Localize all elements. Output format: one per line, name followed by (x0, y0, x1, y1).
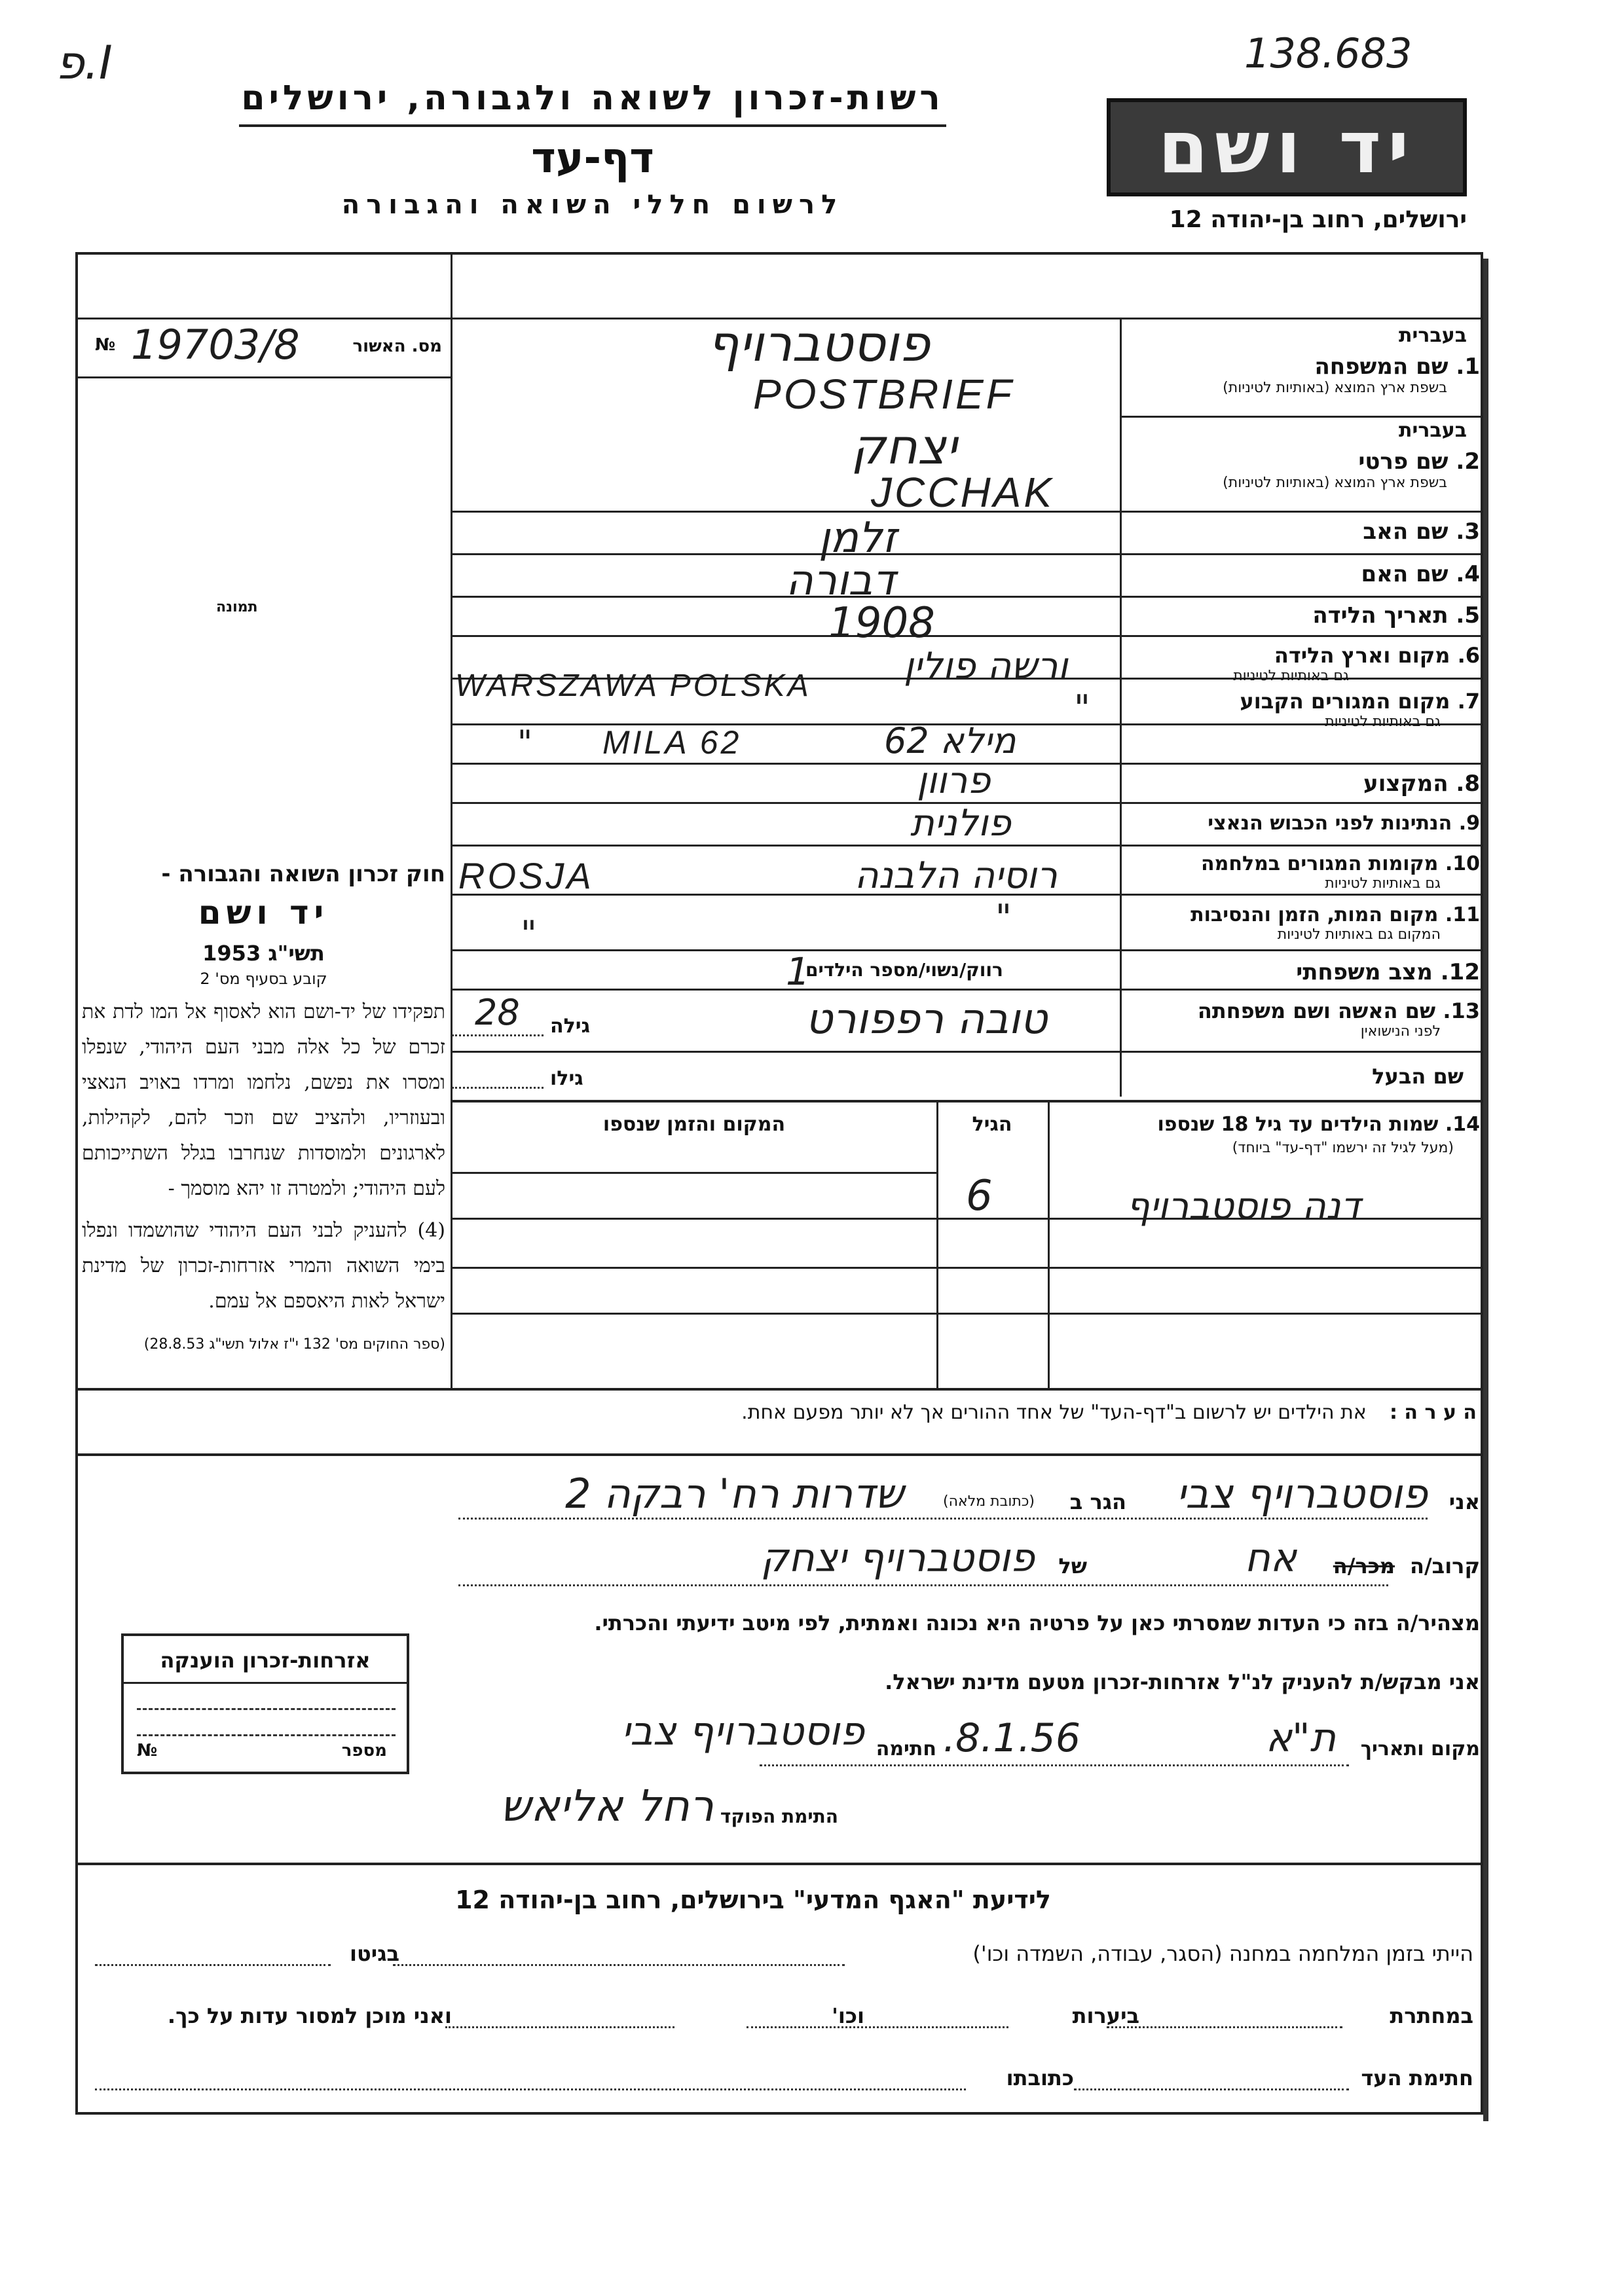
law-title-yad-vashem: יד ושם (198, 894, 329, 932)
marital-status-options: רווק/נשוי/מספר הילדים (805, 959, 1003, 981)
declaration-statement: מצהיר/ה בזה כי העדות שמסרתי כאן על פרטיה היא נכונה ואמתית, לפי מיטב ידיעתי והכרתי. (594, 1611, 1480, 1635)
form-frame-shadow (1483, 259, 1488, 2121)
declaration-line-2: קרוב/ה מכר/ה אח של פוסטברויף יצחק (760, 1535, 1480, 1581)
child-age: 6 (966, 1172, 993, 1220)
official-signature-row: התימת הפוקד רחל אליאש (500, 1781, 838, 1831)
law-text-1: תפקידו של יד-ושם הוא לאסוף אל המו לדת את זכרם של כל אלה מבני העם היהודי, שנפלו ומסרו את נפשם, נלחמו ומרדו באויב הנאצי ובעוזריו, ולהציב שם וזכר להם, לקהילות, לארגונים ולמוסדות שנחרבו בגלל השתייכותם לעם היהודי; ולמטרה זו יהא מוסמך - (82, 1000, 445, 1200)
relation: אח (1244, 1535, 1297, 1581)
official-signature: רחל אליאש (500, 1781, 714, 1831)
field-6-value-latin: WARSZAWA POLSKA (455, 668, 811, 703)
field-7-value-latin: MILA 62 (602, 724, 742, 761)
field-11-ditto: " (995, 897, 1012, 938)
declarant-signature: פוסטברויף צבי (621, 1709, 864, 1755)
field-2-value-hebrew: יצחק (851, 419, 957, 475)
husband-name-label: שם הבעל (1372, 1064, 1464, 1089)
children-section-header: 14. שמות הילדים עד גיל 18 שנספו (מעל לגיל זה ירשמו "דף-עד" ביוחד) (1157, 1113, 1480, 1156)
law-clause: קובע בסעיף מס' 2 (200, 970, 327, 988)
bottom-title: לידיעת "האגף המדעי" בירושלים, רחוב בן-יהודה 12 (455, 1886, 1051, 1914)
law-title: חוק זכרון השואה והגבורה - (161, 861, 445, 887)
field-5-label: 5. תאריך הלידה (1312, 602, 1480, 629)
wife-name: טובה רפפורט (805, 995, 1048, 1044)
declarant-address: שדרות רח' רבקה 2 (565, 1470, 904, 1518)
field-6-value-hebrew: ורשה פולין (904, 645, 1068, 687)
field-1-value-latin: POSTBRIEF (753, 371, 1014, 418)
header-address: ירושלים, רחוב בן-יהודה 12 (1169, 206, 1467, 233)
header-rule (239, 124, 946, 127)
field-7-value-hebrew: מילא 62 (884, 720, 1016, 761)
field-3-value: זלמן (819, 514, 897, 562)
law-section (82, 861, 445, 1353)
note-label: ה ע ר ה : (1389, 1401, 1477, 1424)
children-place-header: המקום והזמן שנספו (602, 1113, 786, 1136)
field-5-value: 1908 (828, 599, 935, 647)
note-text: את הילדים יש לרשום ב"דף-העד" של אחד ההורים אך לא יותר מפעם אחת. (741, 1401, 1367, 1424)
field-10-label: 10. מקומות המגורים במלחמה גם באותיות לטיניות (1201, 852, 1480, 892)
date: 8.1.56. (943, 1715, 1080, 1761)
organization-name: רשות-זכרון לשואה ולגבורה, ירושלים (241, 79, 944, 118)
approval-label: מס. האשור (352, 337, 442, 356)
field-9-label: 9. הנתינות לפני הכבוש הנאצי (1208, 812, 1480, 835)
law-source: (ספר החוקים מס' 132 י"ז אלול תשי"ג 28.8.53) (143, 1336, 445, 1353)
field-13-label: 13. שם האשה ושם משפחתה לפני הנישואין (1197, 998, 1480, 1040)
wife-age: 28 (475, 992, 520, 1033)
field-8-label: 8. המקצוע (1363, 771, 1480, 797)
children-count: 1 (786, 949, 810, 994)
field-2-label: בעברית 2. שם פרטי בשפת ארץ המוצא (באותיות לטיניות) (1223, 419, 1480, 491)
field-12-label: 12. מצב משפחתי (1296, 959, 1480, 985)
bottom-line-3: חתימת העד כתובתו (1006, 2066, 1473, 2090)
citizenship-granted-box: אזרחות-זכרון הוענקה מספר № (121, 1633, 409, 1774)
husband-age-label: גילו (550, 1067, 583, 1090)
child-name: דנה פוסטברויף (1126, 1185, 1361, 1228)
approval-number-cell (92, 321, 445, 369)
declarant-name: פוסטברויף צבי (1176, 1470, 1428, 1518)
field-1-label: בעברית 1. שם המשפחה בשפת ארץ המוצא (באותיות לטיניות) (1223, 324, 1480, 396)
children-age-header: הגיל (972, 1113, 1012, 1136)
field-10-value-latin: ROSJA (458, 855, 594, 896)
corner-mark: פ.I (56, 36, 113, 90)
field-3-label: 3. שם האב (1363, 519, 1480, 545)
page-title: דף-עד (531, 134, 654, 183)
declaration-request: אני מבקש/ת להעניק לנ"ל אזרחות-זכרון מטעם מדינת ישראל. (885, 1669, 1480, 1694)
place-date-row: מקום ותאריך ת"א 8.1.56. חתימה פוסטברויף צבי (621, 1709, 1480, 1761)
yad-vashem-logo (1107, 98, 1467, 196)
photo-label: תמונה (216, 599, 258, 615)
bottom-line-2: במחתרת ביערות וכו' ואני מוכן למסור עדות על כך. (167, 2003, 1473, 2028)
field-11-ditto-latin: " (521, 913, 537, 955)
field-4-label: 4. שם האם (1361, 561, 1480, 587)
field-9-value: פולנית (910, 802, 1011, 845)
field-7-label: 7. מקום המגורים הקבוע גם באותיות לטיניות (1240, 689, 1480, 730)
field-11-label: 11. מקום המות, הזמן והנסיבות המקום גם באותיות לטיניות (1190, 903, 1480, 943)
citizenship-box-title: אזרחות-זכרון הוענקה (160, 1648, 371, 1673)
victim-name-declaration: פוסטברויף יצחק (760, 1535, 1035, 1581)
page-subtitle: לרשום חללי השואה והגבורה (341, 190, 844, 220)
approval-number: 19703/8 (131, 321, 300, 369)
declaration-line-1: אני פוסטברויף צבי הגר ב (כתובת מלאה) שדרות רח' רבקה 2 (565, 1470, 1480, 1518)
field-4-value: דבורה (786, 556, 896, 605)
field-2-value-latin: JCCHAK (871, 469, 1055, 516)
document-number: 138.683 (1244, 29, 1412, 77)
law-text-2: (4) להעניק לבני העם היהודי שהושמדו ונפלו בימי השואה והמרי אזרחות-זכרון של מדינת ישראל לאות היאספם אל עמם. (82, 1219, 445, 1313)
field-6-label: 6. מקום וארץ הלידה גם באותיות לטיניות (1233, 643, 1480, 684)
field-10-value-hebrew: רוסיה הלבנה (855, 854, 1058, 897)
wife-age-label: גילה (550, 1015, 590, 1038)
logo-text: יד ושם (1158, 105, 1416, 189)
note-row (458, 1401, 1477, 1424)
field-8-value: פרוון (917, 759, 991, 802)
field-1-value-hebrew: פוסטברויף (707, 314, 930, 373)
approval-no-symbol: № (95, 335, 116, 355)
field-7-ditto-latin: " (517, 723, 532, 761)
bottom-line-1: הייתי בזמן המלחמה במחנה (הסגר, עבודה, השמדה וכו') בגיטו (350, 1941, 1473, 1966)
field-7-ditto: " (1074, 687, 1090, 729)
law-year: תשי"ג 1953 (202, 941, 325, 966)
place: ת"א (1265, 1715, 1336, 1761)
